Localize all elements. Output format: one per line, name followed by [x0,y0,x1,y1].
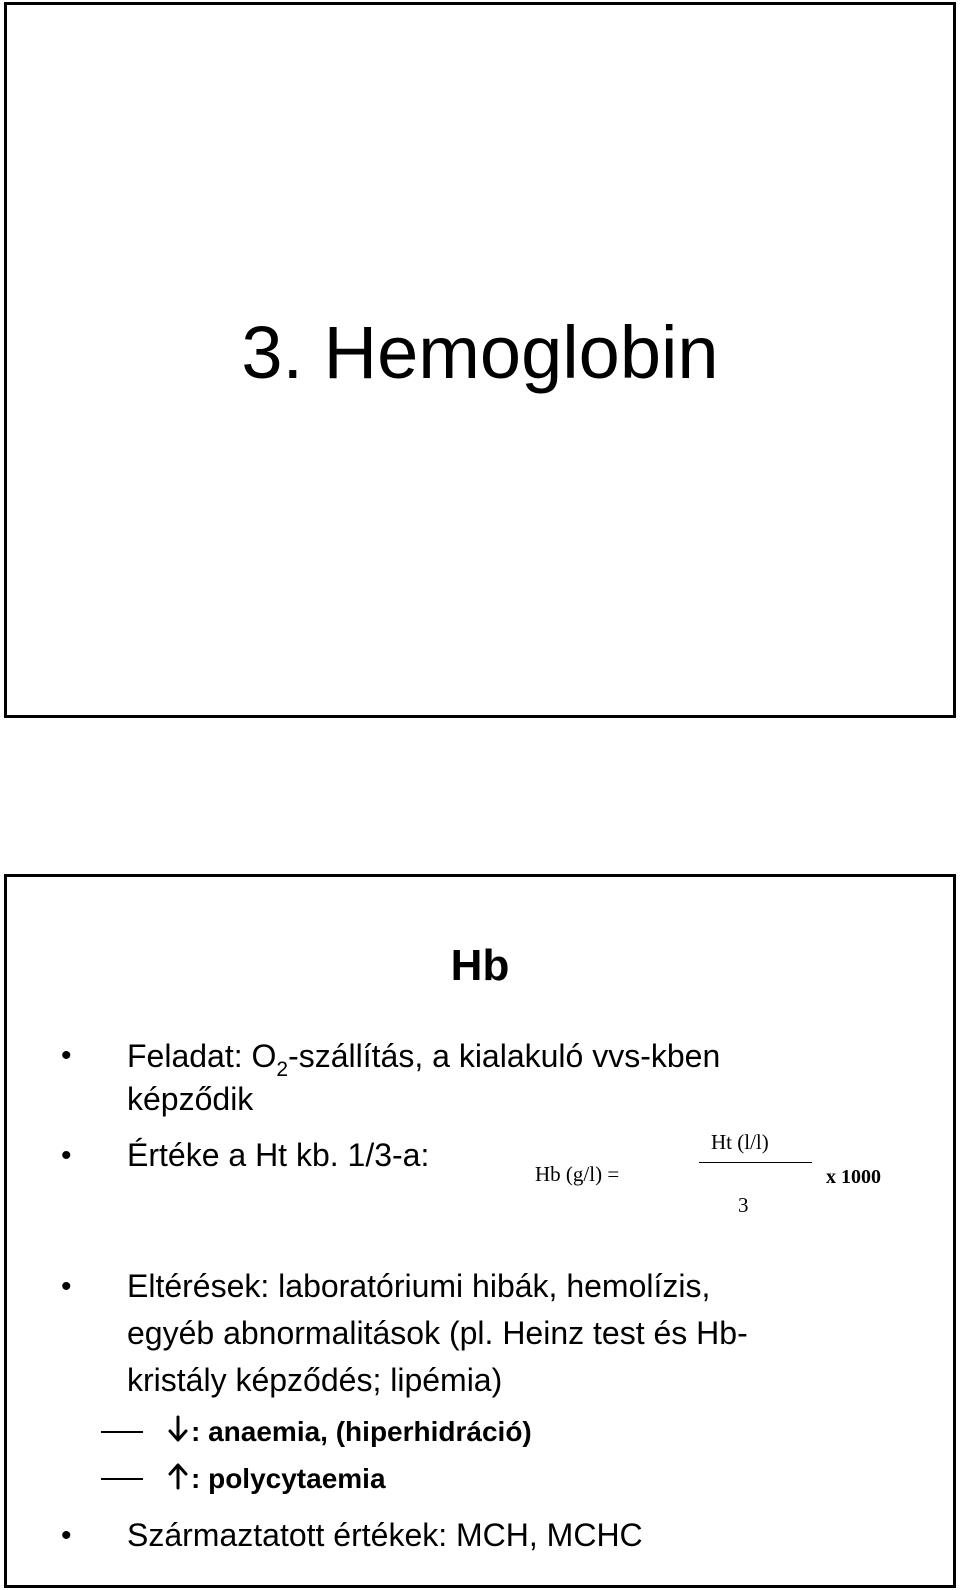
bullet-text-continuation: kristály képződés; lipémia) [127,1362,503,1398]
bullet-text: Eltérések: laboratóriumi hibák, hemolízis, [127,1268,711,1304]
subitem-text: : anaemia, (hiperhidráció) [191,1416,532,1447]
bullet-icon: • [61,1270,72,1303]
bullet-icon: • [61,1039,72,1072]
bullet-text-continuation: egyéb abnormalitások (pl. Heinz test és Hb- [127,1315,748,1351]
text-segment: Feladat: O [127,1038,277,1074]
subitem [167,1415,532,1448]
bullet-icon: • [61,1139,72,1172]
bullet-text-continuation: képződik [127,1081,254,1117]
text-segment: -szállítás, a kialakuló vvs-kben [288,1038,721,1074]
arrow-down-icon [167,1415,189,1448]
subitem-text: : polycytaemia [191,1463,386,1494]
subscript: 2 [276,1058,289,1081]
fraction-bar [699,1162,812,1163]
slide-2 [4,874,956,1588]
formula-multiplier: x 1000 [826,1166,881,1188]
slide-title: 3. Hemoglobin [241,311,719,394]
dash-marker [101,1431,143,1433]
slide-title: Hb [450,941,510,990]
bullet-text [127,1038,721,1081]
bullet-text: Származtatott értékek: MCH, MCHC [127,1517,643,1553]
dash-marker [101,1478,143,1480]
bullet-text: Értéke a Ht kb. 1/3-a: [127,1137,430,1173]
subitem [167,1462,386,1495]
bullet-icon: • [61,1519,72,1552]
arrow-up-icon [167,1462,189,1495]
formula-numerator: Ht (l/l) [711,1130,769,1154]
formula-lhs: Hb (g/l) = [535,1162,620,1186]
formula-denominator: 3 [738,1193,749,1217]
slide-1 [4,2,956,718]
